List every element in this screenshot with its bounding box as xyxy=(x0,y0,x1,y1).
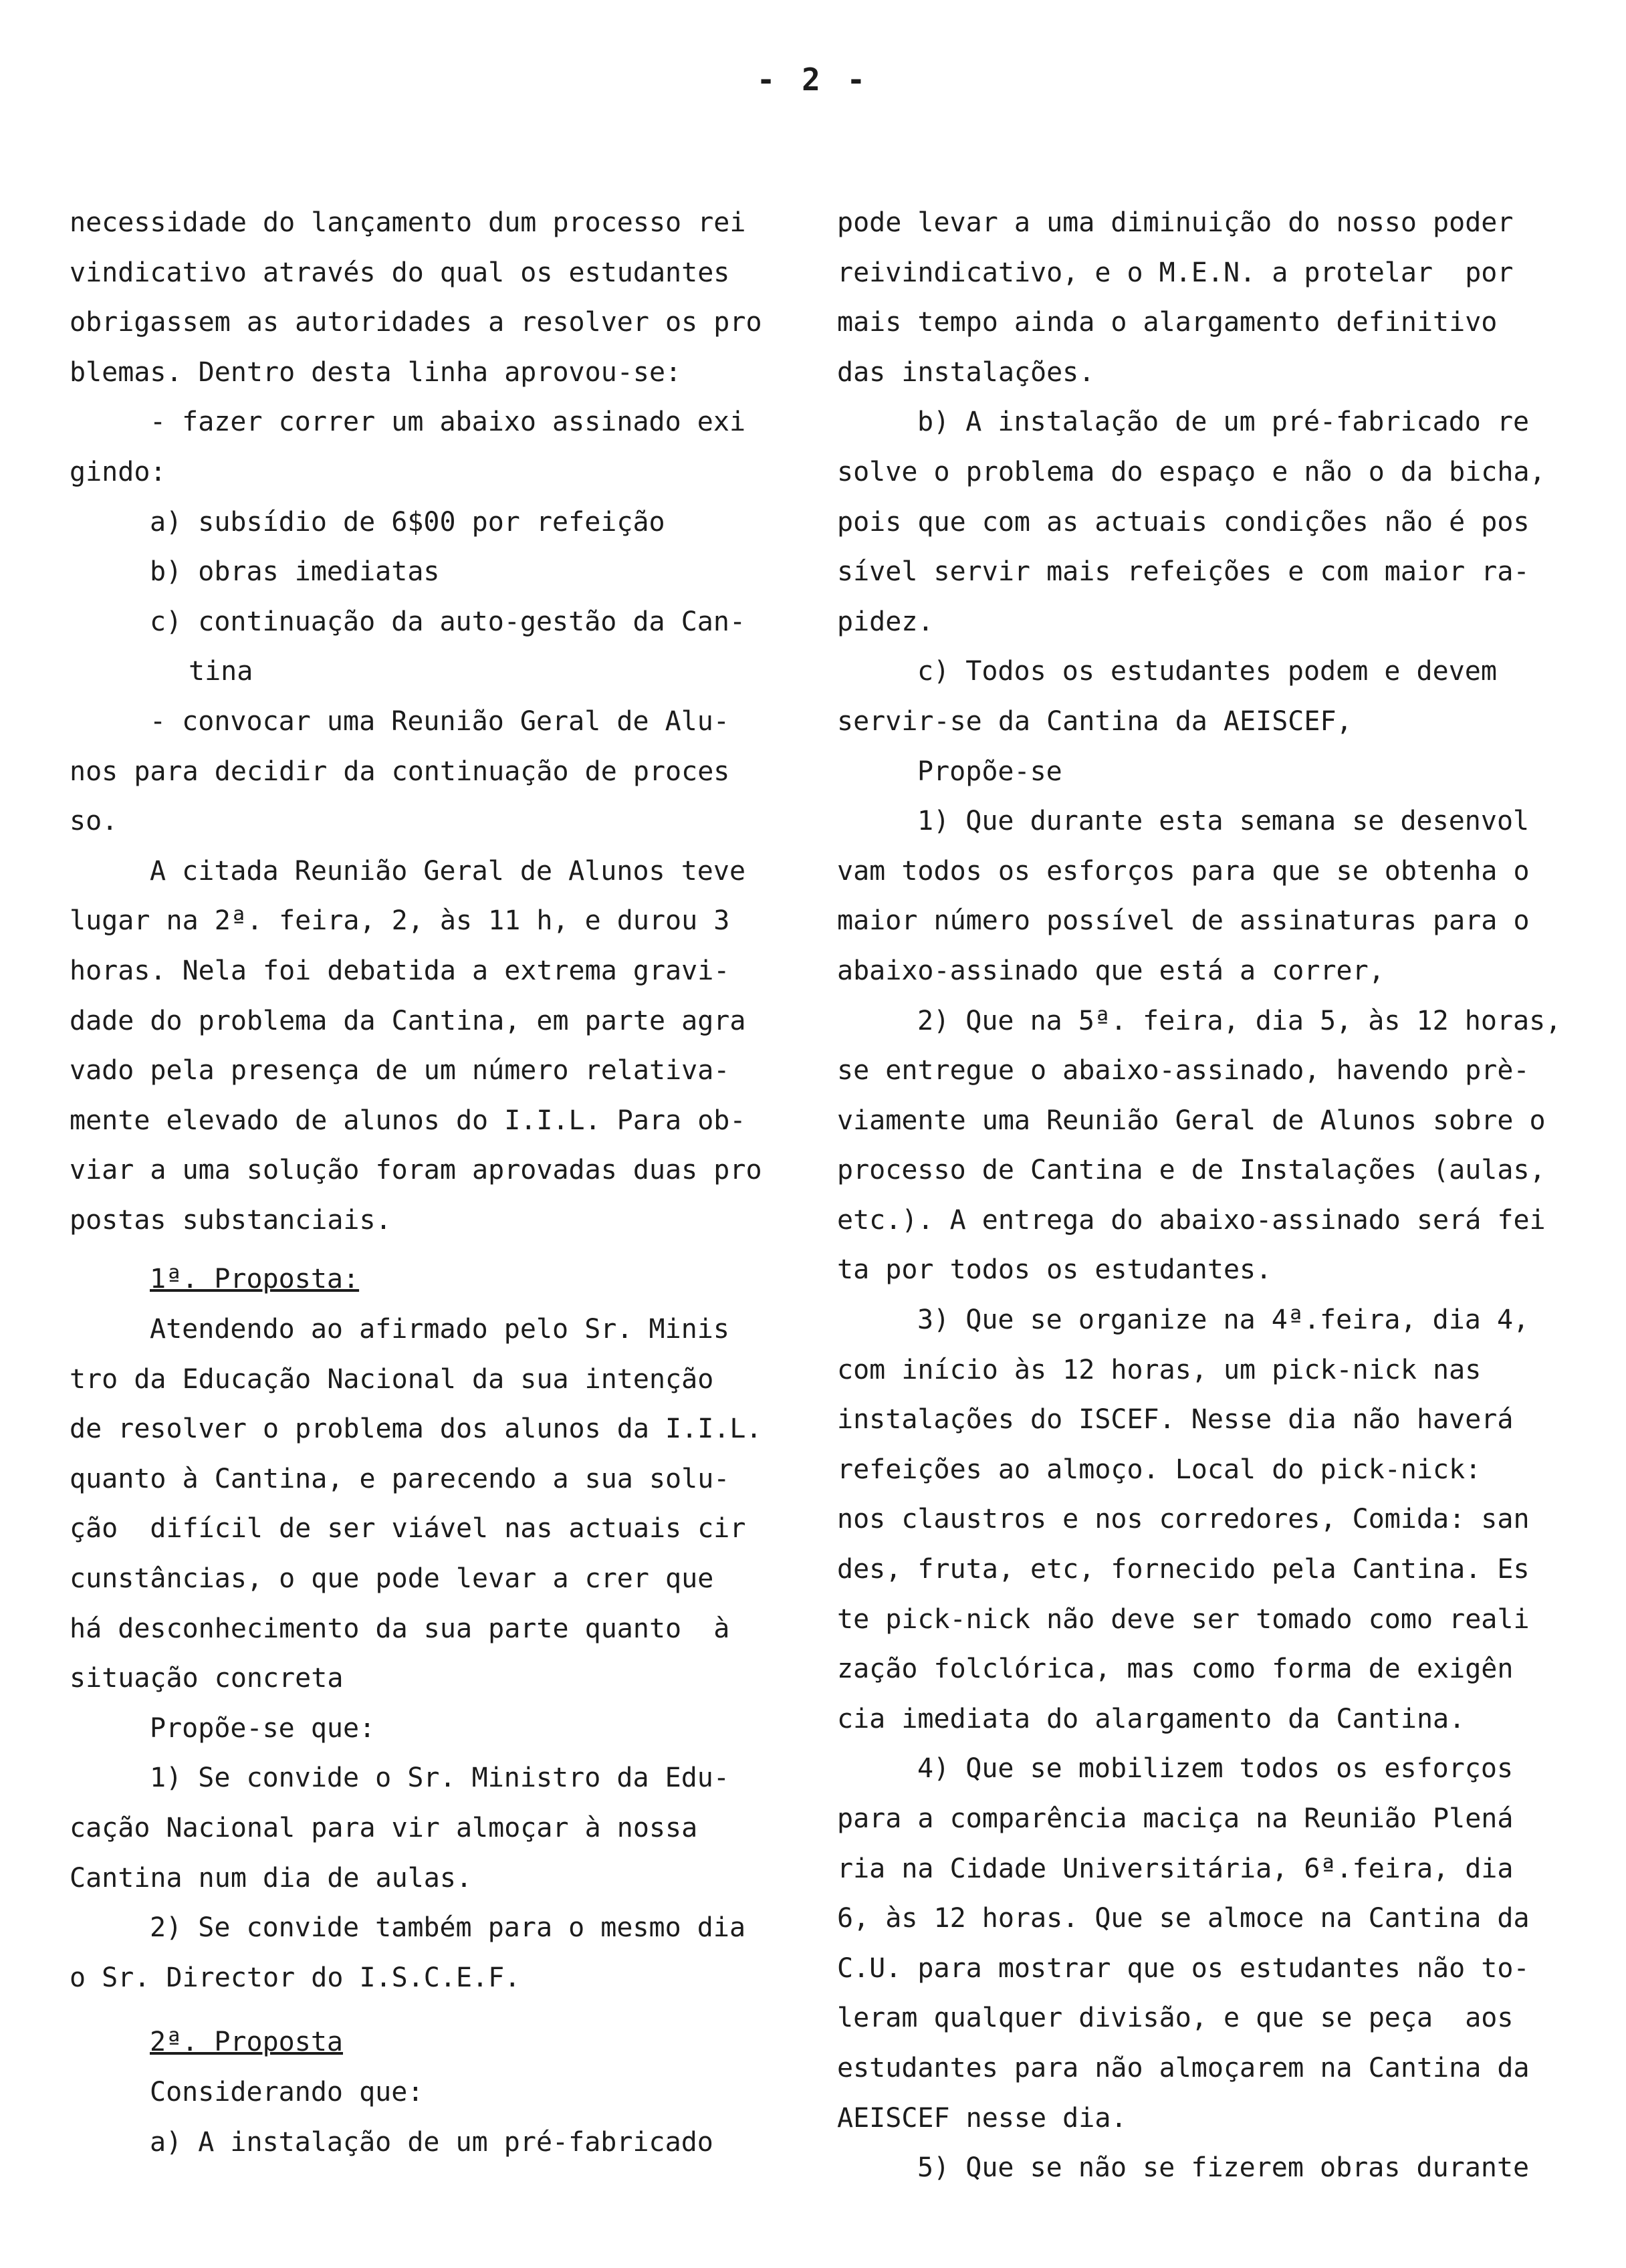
text-line: 1) Se convide o Sr. Ministro da Edu- xyxy=(150,1763,729,1794)
text-line: instalações do ISCEF. Nesse dia não haverá xyxy=(837,1404,1514,1436)
text-line: pois que com as actuais condições não é pos xyxy=(837,506,1530,538)
text-line: b) A instalação de um pré-fabricado re xyxy=(917,407,1530,438)
text-line: b) obras imediatas xyxy=(150,556,440,588)
text-line: pode levar a uma diminuição do nosso poder xyxy=(837,207,1514,238)
text-line: para a comparência maciça na Reunião Plená xyxy=(837,1803,1514,1834)
text-line: estudantes para não almoçarem na Cantina da xyxy=(837,2052,1530,2083)
text-line: AEISCEF nesse dia. xyxy=(837,2102,1127,2134)
text-line: viar a uma solução foram aprovadas duas pro xyxy=(70,1155,762,1186)
text-line: 2) Que na 5ª. feira, dia 5, às 12 horas, xyxy=(917,1005,1562,1036)
text-line: lugar na 2ª. feira, 2, às 11 h, e durou 3 xyxy=(70,905,730,937)
text-line: des, fruta, etc, fornecido pela Cantina. Es xyxy=(837,1554,1530,1585)
text-line: 2) Se convide também para o mesmo dia xyxy=(150,1912,746,1944)
text-line: vam todos os esforços para que se obtenha o xyxy=(837,855,1530,887)
text-line: vado pela presença de um número relativa- xyxy=(70,1055,730,1087)
section-heading: 1ª. Proposta: xyxy=(150,1264,360,1295)
text-line: obrigassem as autoridades a resolver os pro xyxy=(70,307,762,338)
text-line: 5) Que se não se fizerem obras durante xyxy=(917,2152,1530,2184)
text-line: mais tempo ainda o alargamento definitivo xyxy=(837,307,1498,338)
text-line: cia imediata do alargamento da Cantina. xyxy=(837,1703,1466,1734)
text-line: cação Nacional para vir almoçar à nossa xyxy=(70,1813,698,1843)
text-line: 1) Que durante esta semana se desenvol xyxy=(917,806,1530,837)
text-line: ta por todos os estudantes. xyxy=(837,1254,1272,1286)
text-line: etc.). A entrega do abaixo-assinado será fei xyxy=(837,1204,1546,1236)
text-line: A citada Reunião Geral de Alunos teve xyxy=(150,855,746,887)
text-line: Propõe-se xyxy=(917,756,1062,787)
text-line: nos claustros e nos corredores, Comida: san xyxy=(837,1504,1530,1535)
text-line: horas. Nela foi debatida a extrema gravi- xyxy=(70,955,730,986)
text-line: Cantina num dia de aulas. xyxy=(70,1862,473,1894)
right-text-column xyxy=(837,198,1593,2193)
text-line: - fazer correr um abaixo assinado exi xyxy=(150,407,746,438)
text-line: ria na Cidade Universitária, 6ª.feira, dia xyxy=(837,1853,1514,1884)
text-line: - convocar uma Reunião Geral de Alu- xyxy=(150,705,729,737)
text-line: leram qualquer divisão, e que se peça aos xyxy=(837,2003,1514,2034)
text-line: ção difícil de ser viável nas actuais cir xyxy=(70,1513,746,1545)
text-line: a) subsídio de 6$00 por refeição xyxy=(150,506,665,538)
text-line: o Sr. Director do I.S.C.E.F. xyxy=(70,1962,521,1993)
text-line: refeições ao almoço. Local do pick-nick: xyxy=(837,1454,1482,1485)
text-line: servir-se da Cantina da AEISCEF, xyxy=(837,705,1353,737)
text-line: de resolver o problema dos alunos da I.I.L. xyxy=(70,1413,762,1445)
text-line: c) continuação da auto-gestão da Can- xyxy=(150,606,746,637)
text-line: blemas. Dentro desta linha aprovou-se: xyxy=(70,356,682,388)
text-line: necessidade do lançamento dum processo rei xyxy=(70,207,746,238)
text-line: há desconhecimento da sua parte quanto à xyxy=(70,1613,730,1644)
text-line: postas substanciais. xyxy=(70,1204,392,1236)
text-line: a) A instalação de um pré-fabricado xyxy=(150,2126,713,2158)
text-line: vindicativo através do qual os estudantes xyxy=(70,257,730,288)
text-line: 4) Que se mobilizem todos os esforços xyxy=(917,1753,1514,1785)
text-line: C.U. para mostrar que os estudantes não to- xyxy=(837,1952,1530,1984)
text-line: viamente uma Reunião Geral de Alunos sobre o xyxy=(837,1105,1546,1136)
page-number: - 2 - xyxy=(756,62,870,98)
text-line: nos para decidir da continuação de proces xyxy=(70,756,730,787)
text-line: 6, às 12 horas. Que se almoce na Cantina da xyxy=(837,1903,1530,1934)
text-line: abaixo-assinado que está a correr, xyxy=(837,955,1385,986)
text-line: tro da Educação Nacional da sua intenção xyxy=(70,1363,714,1395)
text-line: cunstâncias, o que pode levar a crer que xyxy=(70,1563,714,1595)
text-line: solve o problema do espaço e não o da bicha, xyxy=(837,456,1546,487)
text-line: sível servir mais refeições e com maior ra- xyxy=(837,556,1530,588)
text-line: Propõe-se que: xyxy=(150,1712,376,1744)
text-line: zação folclórica, mas como forma de exigên xyxy=(837,1654,1514,1685)
text-line: situação concreta xyxy=(70,1663,344,1694)
text-line: dade do problema da Cantina, em parte agra xyxy=(70,1005,746,1036)
text-line: Atendendo ao afirmado pelo Sr. Minis xyxy=(150,1314,729,1345)
text-line: 3) Que se organize na 4ª.feira, dia 4, xyxy=(917,1305,1530,1336)
text-line: com início às 12 horas, um pick-nick nas xyxy=(837,1354,1482,1385)
text-line: processo de Cantina e de Instalações (aulas, xyxy=(837,1155,1546,1186)
text-line: tina xyxy=(189,656,253,687)
text-line: c) Todos os estudantes podem e devem xyxy=(917,656,1497,687)
section-heading: 2ª. Proposta xyxy=(150,2027,343,2058)
text-line: so. xyxy=(70,806,118,837)
text-line: te pick-nick não deve ser tomado como reali xyxy=(837,1603,1530,1635)
text-line: quanto à Cantina, e parecendo a sua solu- xyxy=(70,1463,730,1494)
text-line: das instalações. xyxy=(837,356,1095,388)
text-line: se entregue o abaixo-assinado, havendo prè- xyxy=(837,1055,1530,1087)
text-line: pidez. xyxy=(837,606,934,637)
text-line: maior número possível de assinaturas para o xyxy=(837,905,1530,937)
text-line: mente elevado de alunos do I.I.L. Para ob- xyxy=(70,1105,746,1136)
text-line: gindo: xyxy=(70,456,166,487)
text-line: reivindicativo, e o M.E.N. a protelar por xyxy=(837,257,1514,288)
text-line: Considerando que: xyxy=(150,2076,424,2108)
left-text-column xyxy=(70,198,812,2167)
